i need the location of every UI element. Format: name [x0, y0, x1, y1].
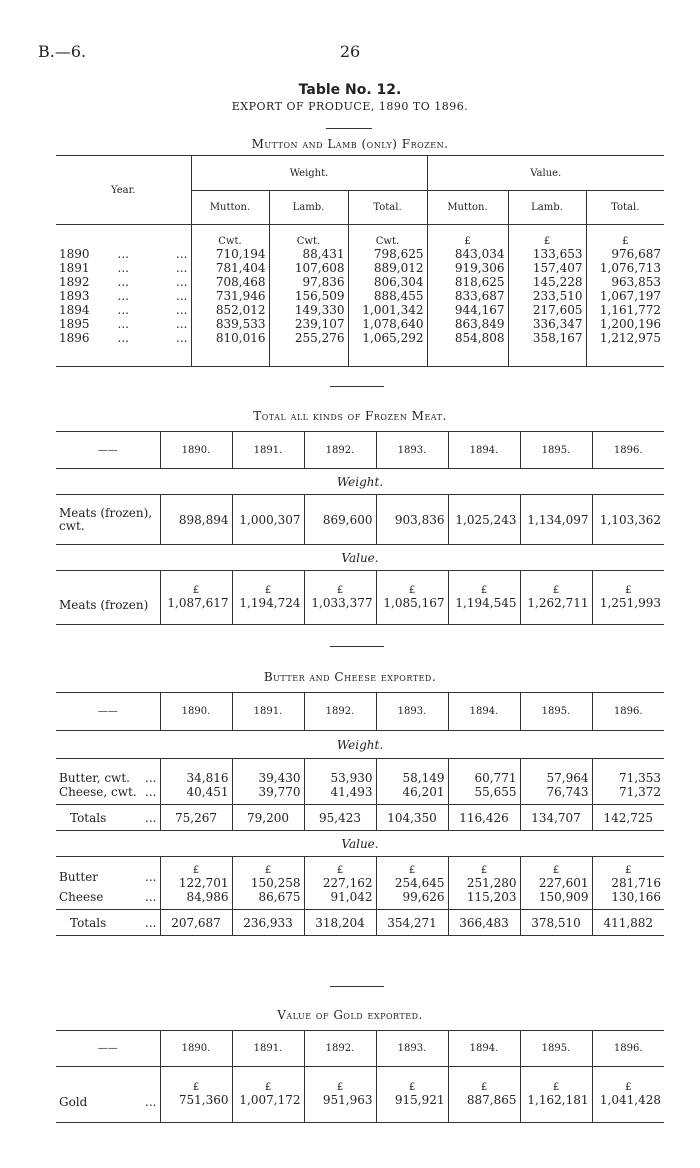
table-row — [56, 865, 664, 890]
pound-sign: £ — [480, 1082, 488, 1093]
total-cell: 116,426 — [448, 805, 520, 831]
value-cell: 84,986 — [160, 890, 232, 904]
pound-sign: £ — [408, 585, 416, 596]
value-cell — [520, 1067, 592, 1123]
year-1892: 1892. — [304, 693, 376, 731]
value-cell: 1,212,975 — [586, 331, 664, 345]
year-1890: 1890. — [160, 693, 232, 731]
pound-sign: £ — [336, 585, 344, 596]
frozen-meat-title: Total all kinds of Frozen Meat. — [253, 409, 447, 423]
total-cell: 207,687 — [160, 910, 232, 936]
year-cell: 1894 ... ... — [59, 302, 188, 317]
year-header-row — [56, 693, 664, 731]
weight-subheader: Weight. — [336, 737, 384, 752]
table-subtitle: EXPORT OF PRODUCE, 1890 TO 1896. — [231, 100, 469, 113]
value-cell: 149,330 — [269, 303, 348, 317]
value-cell — [232, 1067, 304, 1123]
table-row — [56, 495, 664, 545]
value-cell: 1,161,772 — [586, 303, 664, 317]
value-text: 915,921 — [394, 1093, 445, 1107]
section-divider — [330, 386, 384, 387]
year-header: Year. — [111, 184, 136, 196]
value-cell: 55,655 — [448, 785, 520, 799]
value-text: 898,894 — [178, 512, 229, 527]
total-cell: 378,510 — [520, 910, 592, 936]
value-text: 903,836 — [394, 512, 445, 527]
value-cell — [592, 571, 664, 625]
pound-sign: £ — [192, 864, 200, 876]
value-cell: 710,194 — [191, 247, 269, 261]
pound-sign: £ — [192, 585, 200, 596]
unit-label: £ — [622, 235, 629, 247]
unit-label: Cwt. — [375, 235, 400, 247]
blank-header: —— — [97, 444, 118, 456]
mutton-lamb-title: Mutton and Lamb (only) Frozen. — [251, 137, 449, 151]
value-cell: 233,510 — [508, 289, 586, 303]
col-mutton-value: Mutton. — [427, 191, 508, 225]
value-text: 1,087,617 — [167, 596, 229, 610]
frozen-meat-table — [56, 431, 664, 625]
value-cell — [448, 495, 520, 545]
value-cell — [520, 495, 592, 545]
value-cell: 919,306 — [427, 261, 508, 275]
weight-group-header: Weight. — [191, 156, 427, 191]
value-subheader: Value. — [341, 550, 379, 565]
row-label: Totals ... — [70, 810, 157, 825]
value-cell: 34,816 — [160, 771, 232, 785]
unit-label: £ — [464, 235, 471, 247]
value-cell: 843,034 — [427, 247, 508, 261]
weight-subheader: Weight. — [336, 474, 384, 489]
section-divider — [326, 128, 372, 129]
value-cell: 1,001,342 — [348, 303, 427, 317]
totals-row — [56, 805, 664, 831]
value-cell: 239,107 — [269, 317, 348, 331]
value-cell: 818,625 — [427, 275, 508, 289]
value-cell — [232, 495, 304, 545]
table-row — [56, 890, 664, 904]
section-divider — [330, 646, 384, 647]
table-title: Table No. 12. — [298, 82, 402, 98]
value-cell: 39,770 — [232, 785, 304, 799]
value-cell: 60,771 — [448, 771, 520, 785]
value-group-header: Value. — [427, 156, 664, 191]
value-subheader: Value. — [341, 836, 379, 851]
gold-title: Value of Gold exported. — [277, 1008, 423, 1022]
row-label: Butter, cwt. ... — [59, 770, 157, 785]
value-cell: 58,149 — [376, 771, 448, 785]
value-cell: 71,372 — [592, 785, 664, 799]
pound-sign: £ — [552, 1082, 560, 1093]
year-1892: 1892. — [304, 1031, 376, 1067]
value-cell — [448, 571, 520, 625]
value-cell: 1,065,292 — [348, 331, 427, 345]
pound-sign: £ — [625, 864, 632, 876]
row-label: Cheese ... — [59, 889, 157, 904]
butter-cheese-table — [56, 692, 664, 936]
total-cell: 411,882 — [592, 910, 664, 936]
year-cell: 1895 ... ... — [59, 316, 188, 331]
value-cell — [592, 495, 664, 545]
mutton-lamb-table — [56, 155, 664, 367]
year-1894: 1894. — [448, 693, 520, 731]
value-cell: 798,625 — [348, 247, 427, 261]
year-1894: 1894. — [448, 1031, 520, 1067]
pound-sign: £ — [408, 1082, 416, 1093]
year-1895: 1895. — [520, 693, 592, 731]
total-cell: 134,707 — [520, 805, 592, 831]
total-cell: 318,204 — [304, 910, 376, 936]
year-cell: 1890 ... ... — [59, 246, 188, 261]
value-cell: 976,687 — [586, 247, 664, 261]
row-label: Totals ... — [70, 915, 157, 930]
row-label: Butter ... — [59, 870, 157, 884]
value-cell: £ 227,601 — [520, 865, 592, 890]
year-cell: 1893 ... ... — [59, 288, 188, 303]
value-cell — [160, 1067, 232, 1123]
row-label: Gold ... — [59, 1094, 157, 1109]
value-cell: 889,012 — [348, 261, 427, 275]
value-cell — [304, 495, 376, 545]
page-number: 26 — [339, 42, 361, 61]
blank-header: —— — [97, 706, 118, 717]
value-cell: 145,228 — [508, 275, 586, 289]
value-cell — [160, 495, 232, 545]
value-cell: 130,166 — [592, 890, 664, 904]
row-label: Cheese, cwt. ... — [59, 784, 157, 799]
value-cell — [520, 571, 592, 625]
year-1895: 1895. — [520, 1031, 592, 1067]
value-cell: 217,605 — [508, 303, 586, 317]
value-text: 1,000,307 — [239, 512, 301, 527]
value-cell: 839,533 — [191, 317, 269, 331]
pound-sign: £ — [552, 585, 560, 596]
value-text: 751,360 — [178, 1093, 229, 1107]
blank-header: —— — [97, 1043, 118, 1054]
value-cell: 944,167 — [427, 303, 508, 317]
table-row — [56, 261, 664, 275]
value-cell: 1,078,640 — [348, 317, 427, 331]
value-cell: 888,455 — [348, 289, 427, 303]
total-cell: 75,267 — [160, 805, 232, 831]
value-cell: 99,626 — [376, 890, 448, 904]
value-cell: 852,012 — [191, 303, 269, 317]
table-row — [56, 771, 664, 785]
value-cell: 156,509 — [269, 289, 348, 303]
value-text: 1,085,167 — [383, 596, 445, 610]
unit-label: £ — [543, 235, 551, 247]
value-cell: 40,451 — [160, 785, 232, 799]
value-text: 1,162,181 — [527, 1093, 589, 1107]
value-cell: 41,493 — [304, 785, 376, 799]
value-cell: 255,276 — [269, 331, 348, 345]
value-cell — [304, 571, 376, 625]
value-cell: £ 254,645 — [376, 865, 448, 890]
value-text: 1,134,097 — [527, 512, 589, 527]
year-1891: 1891. — [232, 693, 304, 731]
year-1893: 1893. — [376, 1031, 448, 1067]
value-cell: 336,347 — [508, 317, 586, 331]
total-cell: 104,350 — [376, 805, 448, 831]
year-header-row — [56, 1031, 664, 1067]
value-cell: 1,067,197 — [586, 289, 664, 303]
unit-label: Cwt. — [296, 235, 321, 247]
value-cell: 115,203 — [448, 890, 520, 904]
value-cell — [160, 571, 232, 625]
table-row — [56, 289, 664, 303]
value-text: 1,041,428 — [599, 1093, 661, 1107]
value-cell — [232, 571, 304, 625]
pound-sign: £ — [552, 864, 560, 876]
total-cell: 366,483 — [448, 910, 520, 936]
table-row — [56, 303, 664, 317]
value-cell: 833,687 — [427, 289, 508, 303]
value-text: 1,262,711 — [527, 596, 589, 610]
value-cell: 91,042 — [304, 890, 376, 904]
value-cell — [376, 571, 448, 625]
table-row — [56, 317, 664, 331]
pound-sign: £ — [625, 1082, 632, 1093]
value-text: 1,194,545 — [455, 596, 517, 610]
value-cell: 1,076,713 — [586, 261, 664, 275]
year-1893: 1893. — [376, 693, 448, 731]
totals-row — [56, 910, 664, 936]
butter-cheese-title: Butter and Cheese exported. — [263, 670, 437, 684]
value-cell — [592, 1067, 664, 1123]
table-row — [56, 1067, 664, 1123]
value-cell: 53,930 — [304, 771, 376, 785]
year-1895: 1895. — [520, 432, 592, 469]
value-cell: 46,201 — [376, 785, 448, 799]
value-cell: 133,653 — [508, 247, 586, 261]
value-cell: 708,468 — [191, 275, 269, 289]
col-total-weight: Total. — [348, 191, 427, 225]
col-total-value: Total. — [586, 191, 664, 225]
value-text: 951,963 — [322, 1093, 373, 1107]
value-cell: 963,853 — [586, 275, 664, 289]
value-cell: 806,304 — [348, 275, 427, 289]
year-1894: 1894. — [448, 432, 520, 469]
year-1890: 1890. — [160, 432, 232, 469]
value-cell: 863,849 — [427, 317, 508, 331]
value-cell — [304, 1067, 376, 1123]
value-cell: £ 281,716 — [592, 865, 664, 890]
table-row — [56, 571, 664, 625]
value-cell: 1,200,196 — [586, 317, 664, 331]
total-cell: 354,271 — [376, 910, 448, 936]
value-cell: 731,946 — [191, 289, 269, 303]
year-1896: 1896. — [592, 693, 664, 731]
value-text: 869,600 — [322, 512, 373, 527]
value-cell: 76,743 — [520, 785, 592, 799]
value-cell: 358,167 — [508, 331, 586, 345]
value-cell: 157,407 — [508, 261, 586, 275]
total-cell: 236,933 — [232, 910, 304, 936]
year-1891: 1891. — [232, 1031, 304, 1067]
year-1893: 1893. — [376, 432, 448, 469]
value-text: 1,103,362 — [599, 512, 661, 527]
value-cell: 810,016 — [191, 331, 269, 345]
value-cell: 854,808 — [427, 331, 508, 345]
pound-sign: £ — [480, 864, 488, 876]
value-cell: 107,608 — [269, 261, 348, 275]
value-cell: 71,353 — [592, 771, 664, 785]
value-cell — [376, 1067, 448, 1123]
value-cell: £ 227,162 — [304, 865, 376, 890]
year-1896: 1896. — [592, 432, 664, 469]
total-cell: 142,725 — [592, 805, 664, 831]
value-cell: 88,431 — [269, 247, 348, 261]
value-cell: 97,836 — [269, 275, 348, 289]
col-lamb-value: Lamb. — [508, 191, 586, 225]
total-cell: 95,423 — [304, 805, 376, 831]
value-cell — [448, 1067, 520, 1123]
year-1891: 1891. — [232, 432, 304, 469]
value-cell: 39,430 — [232, 771, 304, 785]
col-lamb-weight: Lamb. — [269, 191, 348, 225]
year-header-row — [56, 432, 664, 469]
year-1890: 1890. — [160, 1031, 232, 1067]
value-text: 887,865 — [466, 1093, 517, 1107]
pound-sign: £ — [264, 864, 272, 876]
table-row — [56, 785, 664, 799]
value-cell: 781,404 — [191, 261, 269, 275]
value-text: 1,194,724 — [239, 596, 301, 610]
value-text: 1,033,377 — [311, 596, 373, 610]
value-cell: £ 150,258 — [232, 865, 304, 890]
year-cell: 1892 ... ... — [59, 274, 188, 289]
value-cell: 86,675 — [232, 890, 304, 904]
table-row — [56, 247, 664, 261]
pound-sign: £ — [408, 864, 416, 876]
value-cell — [376, 495, 448, 545]
pound-sign: £ — [625, 585, 632, 596]
year-cell: 1896 ... ... — [59, 330, 188, 345]
value-text: 1,007,172 — [239, 1093, 301, 1107]
unit-label: Cwt. — [218, 235, 242, 247]
year-1892: 1892. — [304, 432, 376, 469]
value-text: 1,025,243 — [455, 512, 517, 527]
row-label: Meats (frozen), cwt. — [59, 505, 153, 533]
page-reference: B.—6. — [38, 42, 87, 61]
pound-sign: £ — [336, 864, 344, 876]
value-cell: £ 251,280 — [448, 865, 520, 890]
col-mutton-weight: Mutton. — [191, 191, 269, 225]
table-row — [56, 331, 664, 345]
pound-sign: £ — [480, 585, 488, 596]
value-cell: £ 122,701 — [160, 865, 232, 890]
gold-table — [56, 1030, 664, 1123]
pound-sign: £ — [264, 585, 272, 596]
year-1896: 1896. — [592, 1031, 664, 1067]
pound-sign: £ — [264, 1082, 272, 1093]
value-cell: 150,909 — [520, 890, 592, 904]
section-divider — [330, 986, 384, 987]
value-cell: 57,964 — [520, 771, 592, 785]
value-text: 1,251,993 — [599, 596, 661, 610]
year-cell: 1891 ... ... — [59, 260, 188, 275]
row-label: Meats (frozen) — [59, 597, 149, 612]
total-cell: 79,200 — [232, 805, 304, 831]
pound-sign: £ — [336, 1082, 344, 1093]
pound-sign: £ — [192, 1082, 200, 1093]
table-row — [56, 275, 664, 289]
